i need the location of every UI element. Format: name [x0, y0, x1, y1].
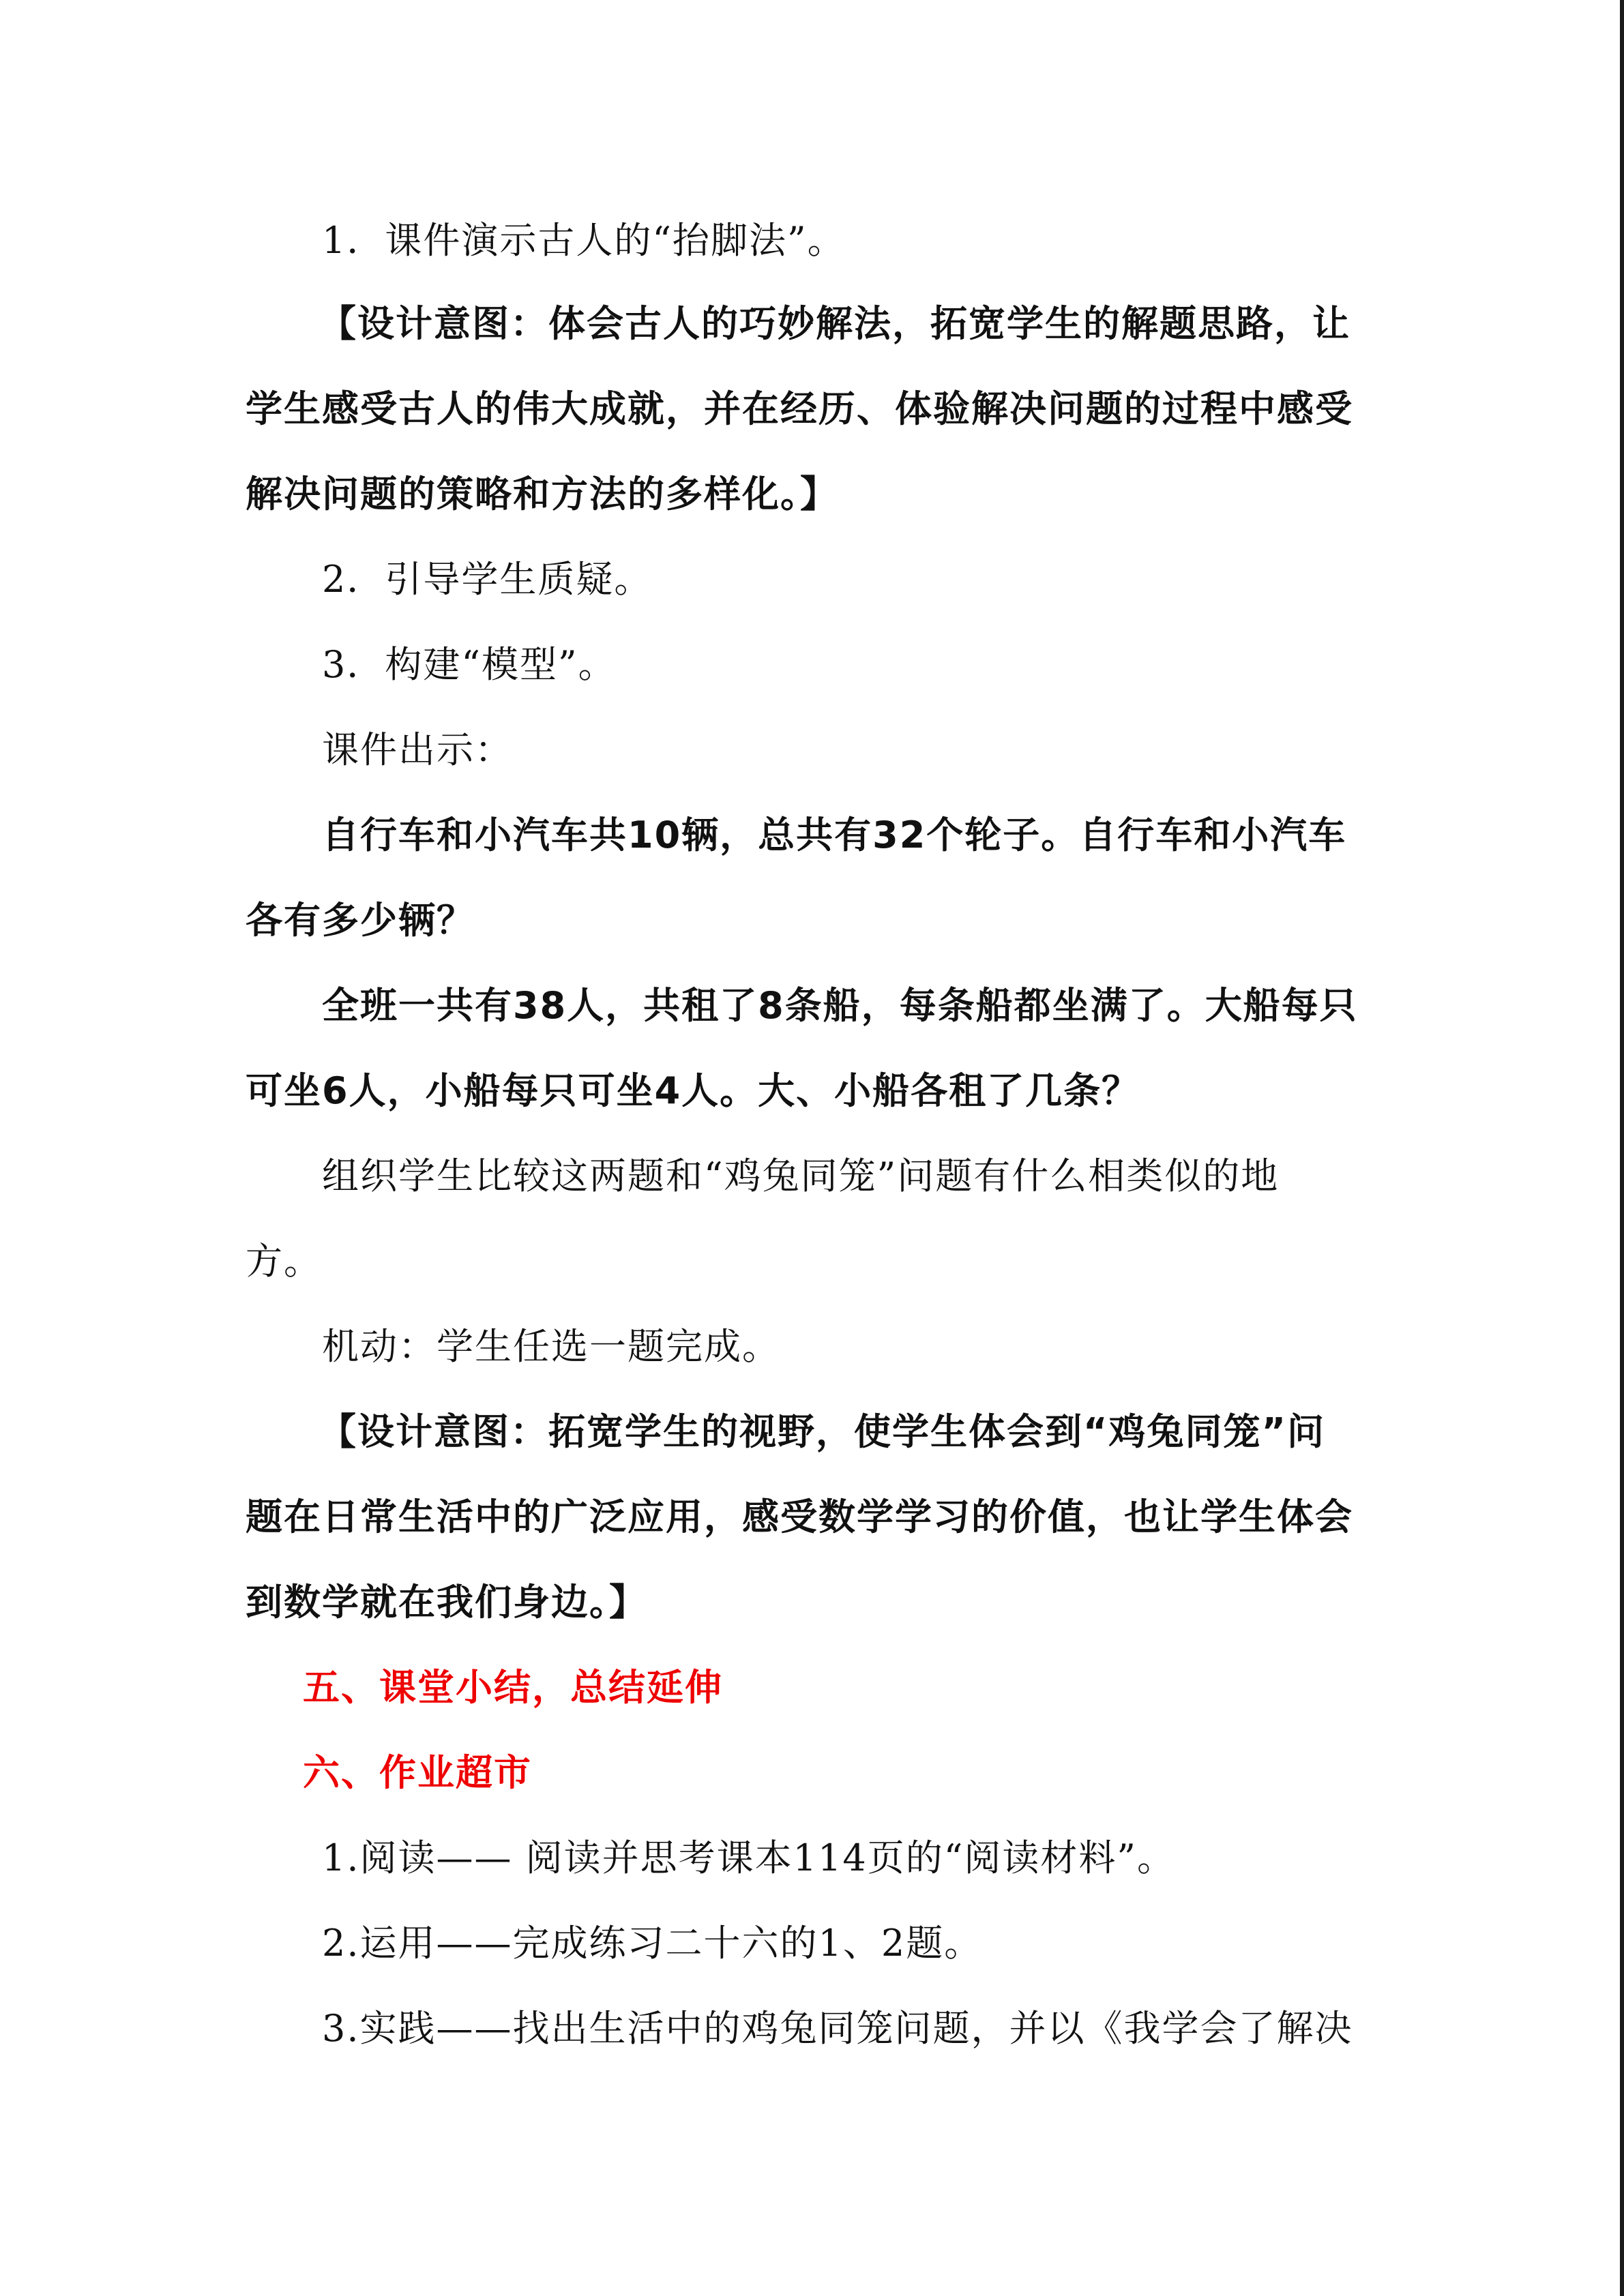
homework-item-reading: 1.阅读—— 阅读并思考课本114页的“阅读材料”。: [322, 1836, 1175, 1879]
section-heading-summary: 五、课堂小结，总结延伸: [303, 1666, 723, 1709]
design-intent-2-line-1: 【设计意图：拓宽学生的视野，使学生体会到“鸡兔同笼”问: [319, 1410, 1325, 1453]
design-intent-1-line-2: 学生感受古人的伟大成就，并在经历、体验解决问题的过程中感受: [246, 387, 1353, 430]
step-3-build-model: 3．构建“模型”。: [322, 643, 617, 686]
problem-bikes-cars-line-1: 自行车和小汽车共10辆，总共有32个轮子。自行车和小汽车: [322, 814, 1347, 856]
design-intent-1-line-1: 【设计意图：体会古人的巧妙解法，拓宽学生的解题思路，让: [319, 302, 1350, 345]
section-heading-homework: 六、作业超市: [303, 1751, 532, 1794]
flexible-task: 机动：学生任选一题完成。: [322, 1325, 780, 1368]
design-intent-2-line-3: 到数学就在我们身边。】: [246, 1581, 647, 1624]
problem-boats-line-2: 可坐6人，小船每只可坐4人。大、小船各租了几条？: [246, 1069, 1140, 1112]
step-2-guide-questioning: 2．引导学生质疑。: [322, 558, 653, 601]
courseware-display-label: 课件出示：: [322, 728, 513, 771]
compare-instruction-line-2: 方。: [246, 1240, 322, 1283]
homework-item-application: 2.运用——完成练习二十六的1、2题。: [322, 1922, 983, 1965]
homework-item-practice: 3.实践——找出生活中的鸡兔同笼问题，并以《我学会了解决: [322, 2007, 1353, 2050]
design-intent-2-line-2: 题在日常生活中的广泛应用，感受数学学习的价值，也让学生体会: [246, 1495, 1353, 1538]
problem-boats-line-1: 全班一共有38人，共租了8条船，每条船都坐满了。大船每只: [322, 984, 1358, 1027]
design-intent-1-line-3: 解决问题的策略和方法的多样化。】: [246, 473, 838, 516]
step-1-courseware-demo: 1．课件演示古人的“抬脚法”。: [322, 219, 846, 262]
problem-bikes-cars-line-2: 各有多少辆？: [246, 899, 475, 942]
compare-instruction-line-1: 组织学生比较这两题和“鸡兔同笼”问题有什么相类似的地: [322, 1154, 1280, 1197]
